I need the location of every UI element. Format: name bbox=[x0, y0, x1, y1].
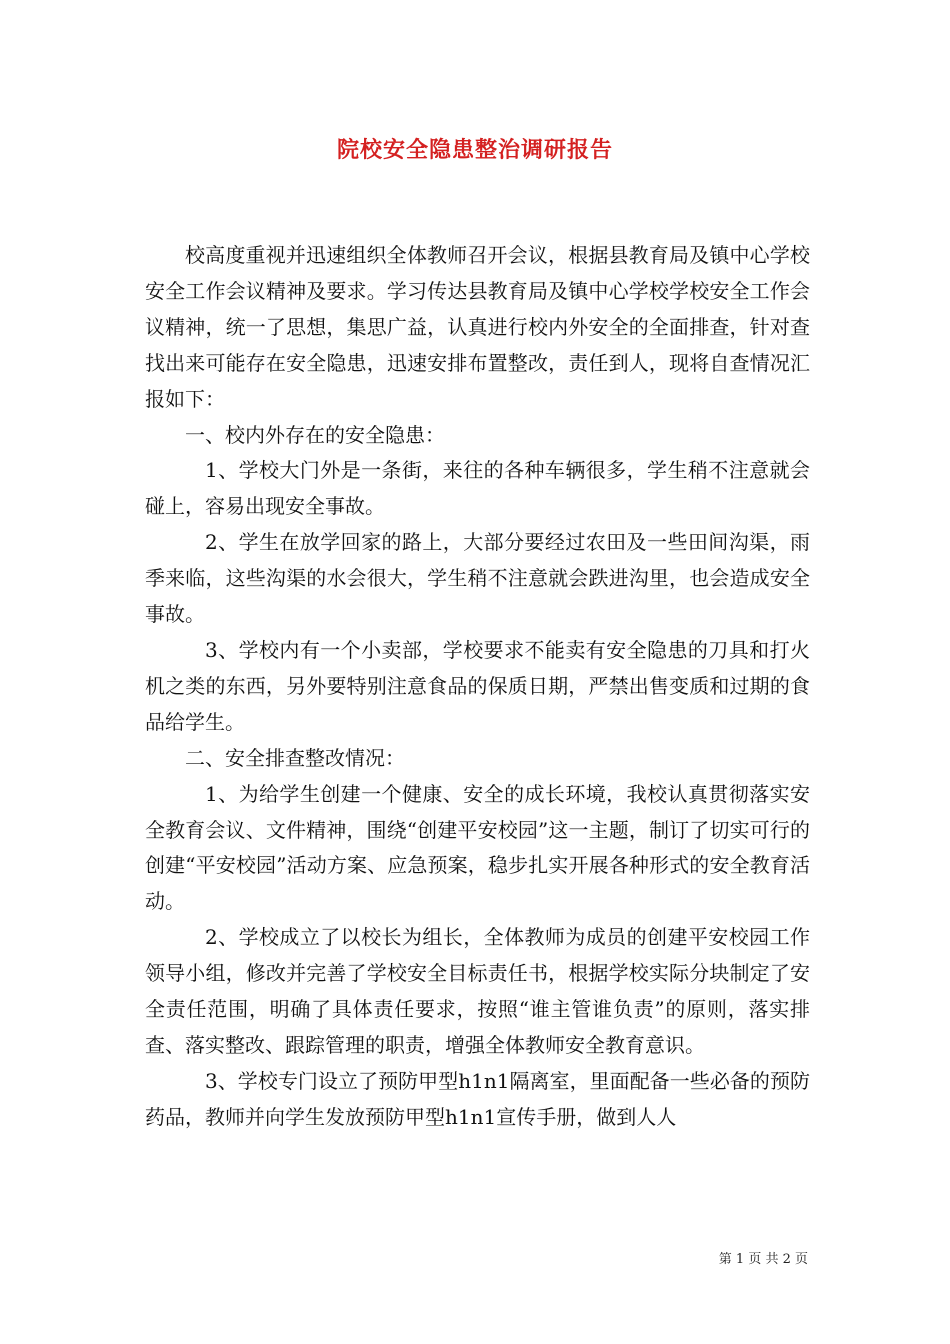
paragraph-2-1: 1、为给学生创建一个健康、安全的成长环境，我校认真贯彻落实安全教育会议、文件精神，围绕“创建平安校园”这一主题，制订了切实可行的创建“平安校园”活动方案、应急预案，稳步扎实开展各种形式的安全教育活动。 bbox=[145, 781, 810, 914]
section-heading-2: 二、安全排查整改情况： bbox=[185, 745, 405, 770]
paragraph-2-2: 2、学校成立了以校长为组长，全体教师为成员的创建平安校园工作领导小组，修改并完善了学校安全目标责任书，根据学校实际分块制定了安全责任范围，明确了具体责任要求，按照“谁主管谁负责”的原则，落实排查、落实整改、跟踪管理的职责，增强全体教师安全教育意识。 bbox=[145, 925, 810, 1057]
paragraph-1-2: 2、学生在放学回家的路上，大部分要经过农田及一些田间沟渠，雨季来临，这些沟渠的水会很大，学生稍不注意就会跌进沟里，也会造成安全事故。 bbox=[145, 530, 810, 627]
paragraph-1-1: 1、学校大门外是一条街，来往的各种车辆很多，学生稍不注意就会碰上，容易出现安全事故。 bbox=[145, 458, 810, 519]
document-body bbox=[145, 238, 810, 1136]
document-title: 院校安全隐患整治调研报告 bbox=[336, 137, 613, 163]
paragraph-intro: 校高度重视并迅速组织全体教师召开会议，根据县教育局及镇中心学校安全工作会议精神及要求。学习传达县教育局及镇中心学校学校安全工作会议精神，统一了思想，集思广益，认真进行校内外安全的全面排查，针对查找出来可能存在安全隐患，迅速安排布置整改，责任到人，现将自查情况汇报如下： bbox=[145, 243, 810, 411]
paragraph-2-3: 3、学校专门设立了预防甲型h1n1隔离室，里面配备一些必备的预防药品，教师并向学生发放预防甲型h1n1宣传手册，做到人人 bbox=[145, 1068, 810, 1129]
page-number-footer: 第 1 页 共 2 页 bbox=[718, 1252, 808, 1267]
paragraph-1-3: 3、学校内有一个小卖部，学校要求不能卖有安全隐患的刀具和打火机之类的东西，另外要特别注意食品的保质日期，严禁出售变质和过期的食品给学生。 bbox=[145, 637, 810, 734]
section-heading-1: 一、校内外存在的安全隐患： bbox=[185, 422, 445, 447]
